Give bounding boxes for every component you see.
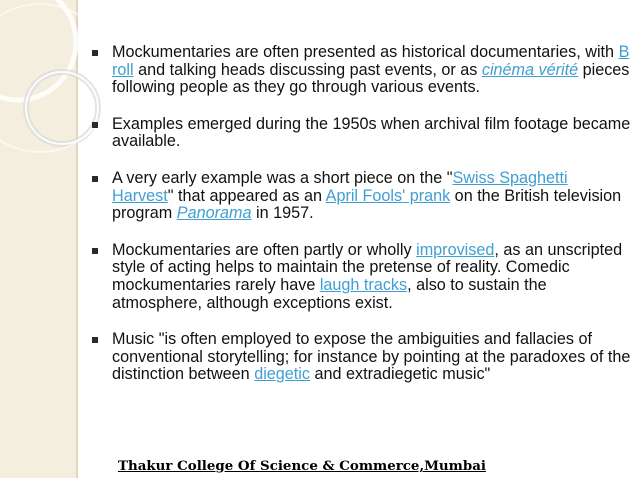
bullet-5-text-b: and extradiegetic music" bbox=[309, 365, 491, 384]
bullet-item-3 bbox=[92, 170, 632, 223]
link-laugh-tracks[interactable]: laugh tracks bbox=[319, 275, 408, 294]
bullet-item-5 bbox=[92, 331, 632, 384]
bullet-3-text-a: A very early example was a short piece on the " bbox=[112, 168, 453, 187]
bullet-item-4 bbox=[92, 242, 632, 312]
bullet-4-text-a: Mockumentaries are often partly or wholly bbox=[112, 240, 417, 259]
bullet-square-icon bbox=[92, 337, 98, 343]
bullet-4-text-b: , as an unscripted style of acting helps to maintain the pretense of reality. Comedic mockumentaries rarely have bbox=[112, 240, 623, 294]
bullet-square-icon bbox=[92, 248, 98, 254]
link-cinema-verite[interactable]: cinéma vérité bbox=[481, 60, 579, 79]
left-decorative-panel bbox=[0, 0, 76, 478]
link-diegetic[interactable]: diegetic bbox=[254, 365, 310, 384]
bullet-3-text-b: " that appeared as an bbox=[167, 186, 326, 205]
link-b-roll[interactable]: B roll bbox=[112, 43, 630, 79]
bullet-5-text-a: Music "is often employed to expose the ambiguities and fallacies of conventional storytelling; for instance by pointing at the paradoxes of the distinction between bbox=[112, 330, 631, 384]
bullet-4-text-c: , also to sustain the atmosphere, although exceptions exist. bbox=[112, 275, 547, 312]
bullet-square-icon bbox=[92, 50, 98, 56]
link-april-fools-prank[interactable]: April Fools' prank bbox=[325, 186, 451, 205]
bullet-item-2 bbox=[92, 116, 632, 151]
bullet-1-text-b: and talking heads discussing past events, or as bbox=[133, 60, 482, 79]
bullet-1-text-a: Mockumentaries are often presented as historical documentaries, with bbox=[112, 43, 619, 61]
link-improvised[interactable]: improvised bbox=[416, 240, 495, 259]
bullet-1-text-c: pieces following people as they go through various events. bbox=[112, 60, 630, 97]
link-panorama[interactable]: Panorama bbox=[176, 204, 252, 223]
bullet-item-1 bbox=[92, 44, 632, 97]
bullet-3-text-d: in 1957. bbox=[251, 204, 314, 223]
link-swiss-spaghetti-harvest[interactable]: Swiss Spaghetti Harvest bbox=[112, 168, 568, 205]
bullet-square-icon bbox=[92, 122, 98, 128]
left-panel-border bbox=[76, 0, 78, 478]
bullet-3-text-c: on the British television program bbox=[112, 186, 622, 223]
bullet-square-icon bbox=[92, 176, 98, 182]
bullet-2-text: Examples emerged during the 1950s when archival film footage became available. bbox=[112, 114, 631, 151]
bullet-list bbox=[92, 44, 632, 384]
footer-college-name: Thakur College Of Science & Commerce,Mumbai bbox=[118, 458, 486, 474]
